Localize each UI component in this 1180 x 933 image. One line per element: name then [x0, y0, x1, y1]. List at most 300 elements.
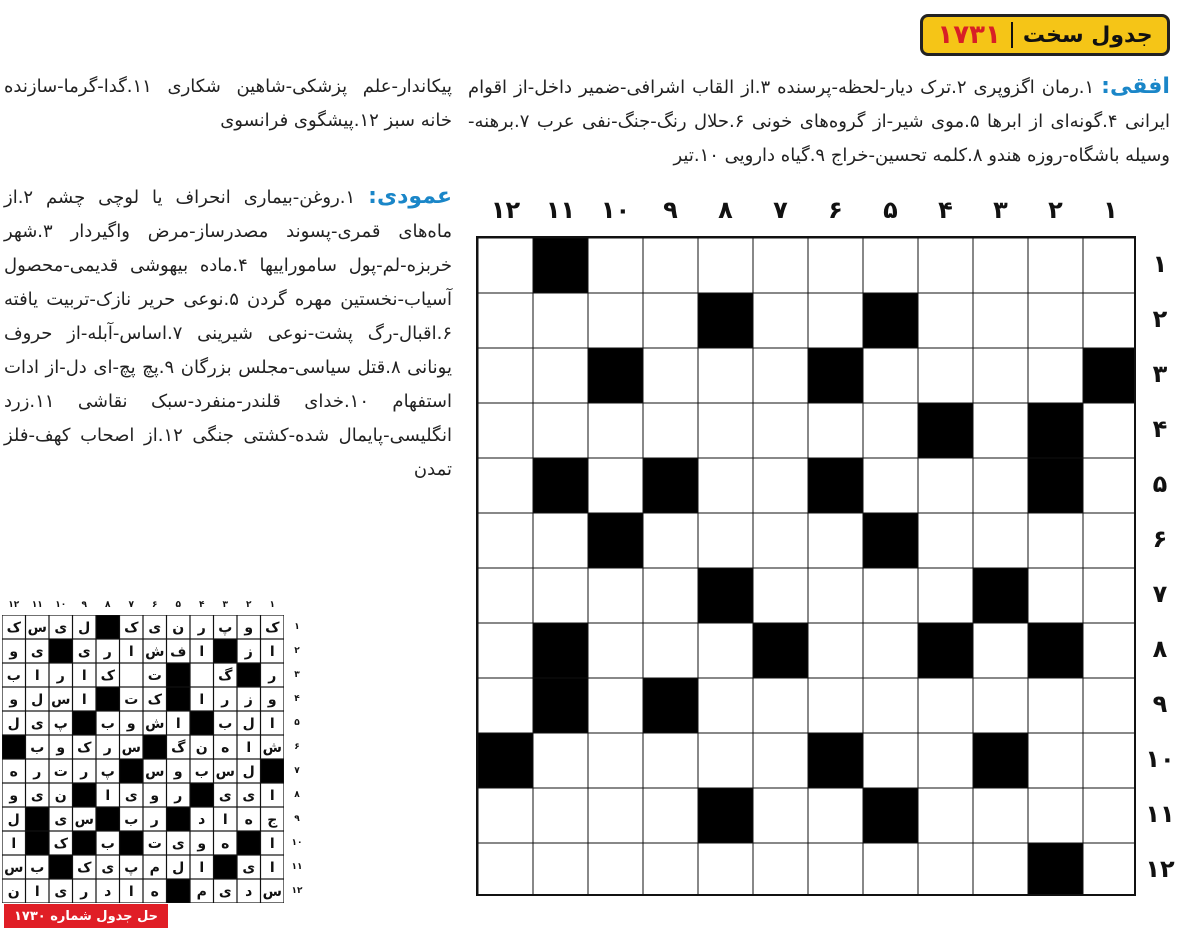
vertical-clue-text: ۱.روغن-بیماری انحراف یا لوچی چشم ۲.از ماه‌های قمری-پسوند مصدرساز-مرض واگیردار ۳.شهر خربزه-لم-پول ساموراییها ۴.ماده بیهوشی قدیمی-محصول آسیاب-نخستین مهره گردن ۵.نوعی حریر نازک-تربیت یافته ۶.اقبال-رگ پشت-نوعی شیرینی ۷.اساس-آبله-از حروف یونانی ۸.قتل سیاسی-مجلس بزرگان ۹.پچ پچ-ای دل-از ادات استفهام ۱۰.خدای قلندر-منفرد-سبک نقاشی ۱۱.زرد انگلیسی-پایمال شده-کشتی جنگی ۱۲.از اصحاب کهف-فلز تمدن — [4, 187, 453, 480]
solution-row-number: ۱۱ — [291, 862, 303, 872]
grid-cell[interactable] — [974, 294, 1028, 348]
solution-letter: ی — [77, 644, 91, 660]
solution-row-number: ۱۰ — [291, 838, 303, 848]
grid-cell[interactable] — [864, 404, 918, 458]
grid-cell[interactable] — [974, 239, 1028, 293]
grid-cell[interactable] — [644, 294, 698, 348]
grid-cell[interactable] — [754, 294, 808, 348]
black-cell — [479, 734, 533, 788]
black-cell — [699, 294, 753, 348]
solution-letter: و — [126, 716, 136, 732]
grid-cell[interactable] — [754, 404, 808, 458]
solution-letter: ا — [128, 644, 134, 660]
solution-letter: ی — [218, 884, 232, 900]
solution-letter: ش — [262, 740, 282, 756]
grid-cell[interactable] — [919, 294, 973, 348]
solution-black-cell — [97, 808, 119, 831]
black-cell — [534, 624, 588, 678]
solution-letter: گ — [171, 740, 186, 756]
solution-letter: س — [145, 764, 165, 780]
solution-letter: و — [244, 620, 254, 636]
solution-letter: م — [149, 860, 160, 876]
solution-cell — [191, 664, 213, 687]
grid-cell[interactable] — [754, 569, 808, 623]
solution-letter: س — [27, 620, 47, 636]
black-cell — [1029, 844, 1083, 895]
solution-letter: ن — [172, 620, 185, 636]
grid-cell[interactable] — [589, 239, 643, 293]
grid-cell[interactable] — [1084, 514, 1135, 568]
solution-row-number: ۱ — [294, 622, 300, 632]
grid-cell[interactable] — [1084, 294, 1135, 348]
grid-cell[interactable] — [589, 789, 643, 843]
solution-row-number: ۳ — [294, 670, 300, 680]
grid-cell[interactable] — [974, 789, 1028, 843]
grid-cell[interactable] — [699, 404, 753, 458]
solution-letter: ر — [150, 812, 159, 828]
solution-letter: ز — [244, 644, 253, 660]
solution-letter: ا — [269, 860, 275, 876]
grid-cell[interactable] — [809, 789, 863, 843]
solution-letter: ر — [221, 692, 230, 708]
grid-cell[interactable] — [864, 459, 918, 513]
solution-letter: ی — [54, 620, 68, 636]
grid-cell[interactable] — [809, 404, 863, 458]
grid-cell[interactable] — [534, 294, 588, 348]
solution-black-cell — [144, 736, 166, 759]
solution-letter: ه — [9, 764, 18, 780]
solution-row-number: ۱۲ — [291, 886, 303, 896]
grid-cell[interactable] — [534, 569, 588, 623]
grid-cell[interactable] — [589, 404, 643, 458]
black-cell — [589, 349, 643, 403]
column-number: ۹ — [663, 196, 678, 224]
solution-black-cell — [167, 808, 189, 831]
horizontal-clue-text: ۱.رمان اگزوپری ۲.ترک دیار-لحظه-پرسنده ۳.از القاب اشرافی-ضمیر داخل-از اقوام ایرانی ۴.گونه‌ای از ابرها ۵.موی شیر-از گروه‌های خونی ۶.حلال رنگ-جنگ-نفی عرب ۷.برهنه-وسیله باشگاه-روزه هندو ۸.کلمه تحسین-خراج ۹.گیاه دارویی ۱۰.تیر — [468, 77, 1170, 166]
solution-letter: ل — [31, 692, 44, 708]
solution-letter: س — [215, 764, 235, 780]
solution-letter: ک — [77, 740, 92, 756]
solution-letter: و — [150, 788, 160, 804]
solution-letter: پ — [53, 716, 68, 732]
grid-cell[interactable] — [1029, 514, 1083, 568]
grid-cell[interactable] — [919, 844, 973, 895]
solution-letter: ا — [11, 836, 17, 852]
solution-letter: ا — [222, 812, 228, 828]
black-cell — [974, 734, 1028, 788]
grid-cell[interactable] — [479, 349, 533, 403]
grid-cell[interactable] — [479, 569, 533, 623]
solution-letter: گ — [218, 668, 233, 684]
grid-cell[interactable] — [1084, 679, 1135, 733]
solution-letter: ا — [199, 644, 205, 660]
solution-letter: ت — [147, 836, 162, 852]
solution-letter: د — [198, 812, 206, 828]
solution-letter: ا — [34, 668, 40, 684]
solution-row-number: ۸ — [294, 790, 300, 800]
solution-black-cell — [167, 664, 189, 687]
solution-grid — [2, 615, 284, 907]
grid-cell[interactable] — [644, 624, 698, 678]
grid-cell[interactable] — [644, 789, 698, 843]
grid-cell[interactable] — [1029, 789, 1083, 843]
row-number: ۸ — [1152, 634, 1168, 663]
solution-letter: ا — [269, 836, 275, 852]
solution-letter: س — [74, 812, 94, 828]
grid-cell[interactable] — [919, 239, 973, 293]
solution-letter: پ — [100, 764, 115, 780]
solution-black-cell — [97, 688, 119, 711]
solution-letter: ل — [78, 620, 91, 636]
grid-cell[interactable] — [479, 679, 533, 733]
solution-letter: ل — [242, 764, 255, 780]
grid-cell[interactable] — [809, 569, 863, 623]
black-cell — [699, 569, 753, 623]
grid-cell[interactable] — [809, 294, 863, 348]
solution-black-cell — [167, 880, 189, 903]
solution-letter: ر — [197, 620, 206, 636]
solution-row-number: ۵ — [294, 718, 300, 728]
solution-letter: ا — [269, 788, 275, 804]
solution-cell — [120, 664, 142, 687]
solution-row-number: ۲ — [294, 646, 300, 656]
solution-letter: د — [104, 884, 112, 900]
column-number: ۸ — [718, 196, 733, 224]
grid-cell[interactable] — [479, 404, 533, 458]
grid-cell[interactable] — [699, 679, 753, 733]
solution-row-number: ۴ — [294, 694, 300, 704]
solution-column-number: ۴ — [199, 600, 205, 610]
black-cell — [974, 569, 1028, 623]
grid-cell[interactable] — [699, 349, 753, 403]
grid-cell[interactable] — [479, 844, 533, 895]
solution-black-cell — [214, 856, 236, 879]
grid-cell[interactable] — [919, 679, 973, 733]
row-number: ۲ — [1152, 304, 1168, 333]
title-separator — [1011, 22, 1013, 48]
grid-cell[interactable] — [754, 349, 808, 403]
grid-cell[interactable] — [919, 734, 973, 788]
grid-cell[interactable] — [534, 349, 588, 403]
solution-letter: ب — [124, 812, 139, 828]
grid-cell[interactable] — [644, 844, 698, 895]
solution-letter: ر — [80, 884, 89, 900]
grid-cell[interactable] — [479, 514, 533, 568]
grid-cell[interactable] — [974, 679, 1028, 733]
solution-letter: پ — [218, 620, 233, 636]
grid-cell[interactable] — [864, 624, 918, 678]
solution-letter: ی — [148, 620, 162, 636]
grid-cell[interactable] — [974, 459, 1028, 513]
solution-letter: ن — [7, 884, 20, 900]
solution-letter: ه — [221, 836, 230, 852]
solution-letter: ب — [100, 716, 115, 732]
grid-cell[interactable] — [754, 844, 808, 895]
solution-black-cell — [214, 640, 236, 663]
column-number: ۱۲ — [490, 196, 521, 224]
grid-cell[interactable] — [699, 734, 753, 788]
black-cell — [809, 734, 863, 788]
solution-letter: ش — [145, 716, 165, 732]
solution-column-number: ۸ — [105, 600, 111, 610]
grid-cell[interactable] — [1084, 789, 1135, 843]
column-number: ۱۱ — [545, 196, 576, 224]
solution-letter: ا — [269, 644, 275, 660]
grid-cell[interactable] — [1084, 569, 1135, 623]
grid-cell[interactable] — [534, 789, 588, 843]
grid-cell[interactable] — [589, 569, 643, 623]
solution-letter: س — [4, 860, 24, 876]
solution-letter: ا — [199, 692, 205, 708]
solution-letter: ر — [80, 764, 89, 780]
solution-letter: ب — [194, 764, 209, 780]
grid-cell[interactable] — [589, 459, 643, 513]
row-number: ۱۱ — [1145, 799, 1175, 828]
horizontal-clue-text-continued: پیکاندار-علم پزشکی-شاهین شکاری ۱۱.گدا-گرما-سازنده خانه سبز ۱۲.پیشگوی فرانسوی — [4, 76, 452, 131]
grid-cell[interactable] — [644, 569, 698, 623]
row-number: ۱۲ — [1145, 854, 1175, 883]
black-cell — [864, 789, 918, 843]
row-number: ۱ — [1152, 249, 1168, 278]
black-cell — [754, 624, 808, 678]
grid-cell[interactable] — [809, 679, 863, 733]
solution-letter: ی — [124, 788, 138, 804]
solution-letter: ب — [30, 740, 45, 756]
solution-letter: س — [121, 740, 141, 756]
column-number: ۴ — [938, 196, 953, 224]
solution-letter: د — [245, 884, 253, 900]
grid-cell[interactable] — [699, 844, 753, 895]
grid-cell[interactable] — [534, 734, 588, 788]
grid-cell[interactable] — [589, 734, 643, 788]
grid-cell[interactable] — [974, 514, 1028, 568]
column-number: ۶ — [828, 196, 843, 224]
grid-cell[interactable] — [864, 349, 918, 403]
solution-column-number: ۶ — [152, 600, 158, 610]
grid-cell[interactable] — [479, 789, 533, 843]
grid-cell[interactable] — [864, 239, 918, 293]
black-cell — [919, 624, 973, 678]
solution-letter: ی — [30, 644, 44, 660]
grid-cell[interactable] — [1029, 239, 1083, 293]
solution-letter: ا — [246, 740, 252, 756]
solution-black-cell — [238, 664, 260, 687]
grid-cell[interactable] — [479, 624, 533, 678]
solution-letter: ن — [195, 740, 208, 756]
row-number: ۶ — [1152, 524, 1168, 553]
grid-cell[interactable] — [534, 844, 588, 895]
grid-cell[interactable] — [699, 239, 753, 293]
solution-black-cell — [191, 784, 213, 807]
solution-black-cell — [26, 808, 48, 831]
grid-cell[interactable] — [1029, 679, 1083, 733]
grid-cell[interactable] — [864, 569, 918, 623]
grid-cell[interactable] — [809, 514, 863, 568]
solution-column-number: ۹ — [81, 600, 87, 610]
grid-cell[interactable] — [589, 679, 643, 733]
grid-cell[interactable] — [809, 624, 863, 678]
black-cell — [809, 349, 863, 403]
grid-cell[interactable] — [699, 459, 753, 513]
grid-cell[interactable] — [974, 844, 1028, 895]
black-cell — [534, 459, 588, 513]
grid-cell[interactable] — [1084, 734, 1135, 788]
grid-cell[interactable] — [754, 734, 808, 788]
grid-cell[interactable] — [754, 459, 808, 513]
solution-letter: ب — [218, 716, 233, 732]
solution-letter: ب — [6, 668, 21, 684]
solution-letter: س — [262, 884, 282, 900]
grid-cell[interactable] — [589, 294, 643, 348]
grid-cell[interactable] — [974, 349, 1028, 403]
grid-cell[interactable] — [754, 789, 808, 843]
solution-letter: و — [9, 788, 19, 804]
grid-cell[interactable] — [1084, 624, 1135, 678]
grid-cell[interactable] — [974, 404, 1028, 458]
row-number: ۴ — [1152, 414, 1168, 443]
black-cell — [809, 459, 863, 513]
solution-letter: ر — [56, 668, 65, 684]
vertical-clues — [4, 180, 452, 500]
black-cell — [699, 789, 753, 843]
black-cell — [1029, 404, 1083, 458]
solution-letter: ا — [81, 668, 87, 684]
grid-cell[interactable] — [589, 844, 643, 895]
solution-row-number: ۷ — [294, 766, 300, 776]
row-number: ۷ — [1152, 579, 1168, 608]
solution-letter: و — [267, 692, 277, 708]
grid-cell[interactable] — [644, 404, 698, 458]
solution-black-cell — [73, 712, 95, 735]
grid-cell[interactable] — [699, 624, 753, 678]
black-cell — [1029, 459, 1083, 513]
grid-cell[interactable] — [1029, 734, 1083, 788]
grid-cell[interactable] — [479, 239, 533, 293]
solution-letter: ل — [7, 716, 20, 732]
solution-letter: ه — [150, 884, 159, 900]
solution-letter: ت — [124, 692, 139, 708]
grid-cell[interactable] — [534, 404, 588, 458]
solution-letter: ک — [53, 836, 68, 852]
solution-letter: ل — [7, 812, 20, 828]
solution-column-number: ۱۰ — [55, 600, 67, 610]
solution-letter: ر — [174, 788, 183, 804]
solution-letter: ک — [147, 692, 162, 708]
solution-letter: ز — [244, 692, 253, 708]
grid-cell[interactable] — [1029, 569, 1083, 623]
column-number: ۲ — [1048, 196, 1063, 224]
black-cell — [644, 679, 698, 733]
black-cell — [864, 294, 918, 348]
solution-letter: ا — [175, 716, 181, 732]
row-number: ۳ — [1152, 359, 1168, 388]
solution-letter: و — [197, 836, 207, 852]
grid-cell[interactable] — [919, 789, 973, 843]
grid-cell[interactable] — [1029, 349, 1083, 403]
grid-cell[interactable] — [864, 734, 918, 788]
solution-column-number: ۲ — [246, 600, 252, 610]
grid-cell[interactable] — [809, 844, 863, 895]
solution-column-number: ۱ — [269, 600, 275, 610]
grid-cell[interactable] — [864, 844, 918, 895]
solution-letter: ک — [6, 620, 21, 636]
grid-cell[interactable] — [864, 679, 918, 733]
solution-letter: ی — [242, 788, 256, 804]
solution-column-number: ۱۲ — [8, 600, 20, 610]
grid-cell[interactable] — [644, 239, 698, 293]
grid-cell[interactable] — [1084, 239, 1135, 293]
grid-cell[interactable] — [479, 294, 533, 348]
row-number: ۵ — [1152, 469, 1168, 498]
solution-black-cell — [238, 832, 260, 855]
solution-letter: ا — [128, 884, 134, 900]
grid-cell[interactable] — [754, 679, 808, 733]
solution-column-numbers — [2, 597, 282, 613]
solution-letter: و — [56, 740, 66, 756]
solution-letter: ی — [54, 884, 68, 900]
grid-cell[interactable] — [644, 514, 698, 568]
grid-cell[interactable] — [644, 734, 698, 788]
black-cell — [644, 459, 698, 513]
solution-letter: ک — [265, 620, 280, 636]
grid-cell[interactable] — [1084, 459, 1135, 513]
grid-cell[interactable] — [919, 514, 973, 568]
grid-cell[interactable] — [919, 459, 973, 513]
solution-row-number: ۶ — [294, 742, 300, 752]
grid-cell[interactable] — [754, 239, 808, 293]
grid-cell[interactable] — [919, 349, 973, 403]
solution-letter: و — [9, 692, 19, 708]
grid-cell[interactable] — [919, 569, 973, 623]
solution-letter: ی — [54, 812, 68, 828]
grid-cell[interactable] — [479, 459, 533, 513]
column-number: ۱۰ — [600, 196, 631, 224]
grid-cell[interactable] — [534, 514, 588, 568]
black-cell — [534, 239, 588, 293]
grid-cell[interactable] — [809, 239, 863, 293]
grid-cell[interactable] — [644, 349, 698, 403]
solution-footer: حل جدول شماره ۱۷۳۰ — [4, 904, 168, 928]
row-number: ۱۰ — [1145, 744, 1175, 773]
grid-cell[interactable] — [1029, 294, 1083, 348]
solution-letter: ی — [171, 836, 185, 852]
solution-black-cell — [26, 832, 48, 855]
grid-cell[interactable] — [974, 624, 1028, 678]
horizontal-clues-continued — [4, 70, 452, 150]
solution-letter: و — [173, 764, 183, 780]
solution-letter: ب — [30, 860, 45, 876]
grid-cell[interactable] — [699, 514, 753, 568]
puzzle-title: جدول سخت — [1022, 22, 1153, 48]
solution-letter: ک — [77, 860, 92, 876]
black-cell — [919, 404, 973, 458]
puzzle-title-badge — [920, 14, 1170, 56]
solution-letter: ر — [103, 644, 112, 660]
row-numbers — [1140, 236, 1180, 896]
solution-letter: ل — [242, 716, 255, 732]
solution-letter: ی — [101, 860, 115, 876]
grid-cell[interactable] — [589, 624, 643, 678]
solution-letter: ر — [268, 668, 277, 684]
grid-cell[interactable] — [1084, 844, 1135, 895]
solution-black-cell — [191, 712, 213, 735]
solution-column-number: ۷ — [128, 600, 134, 610]
solution-letter: ش — [145, 644, 165, 660]
grid-cell[interactable] — [754, 514, 808, 568]
solution-letter: ل — [172, 860, 185, 876]
grid-cell[interactable] — [1084, 404, 1135, 458]
black-cell — [589, 514, 643, 568]
